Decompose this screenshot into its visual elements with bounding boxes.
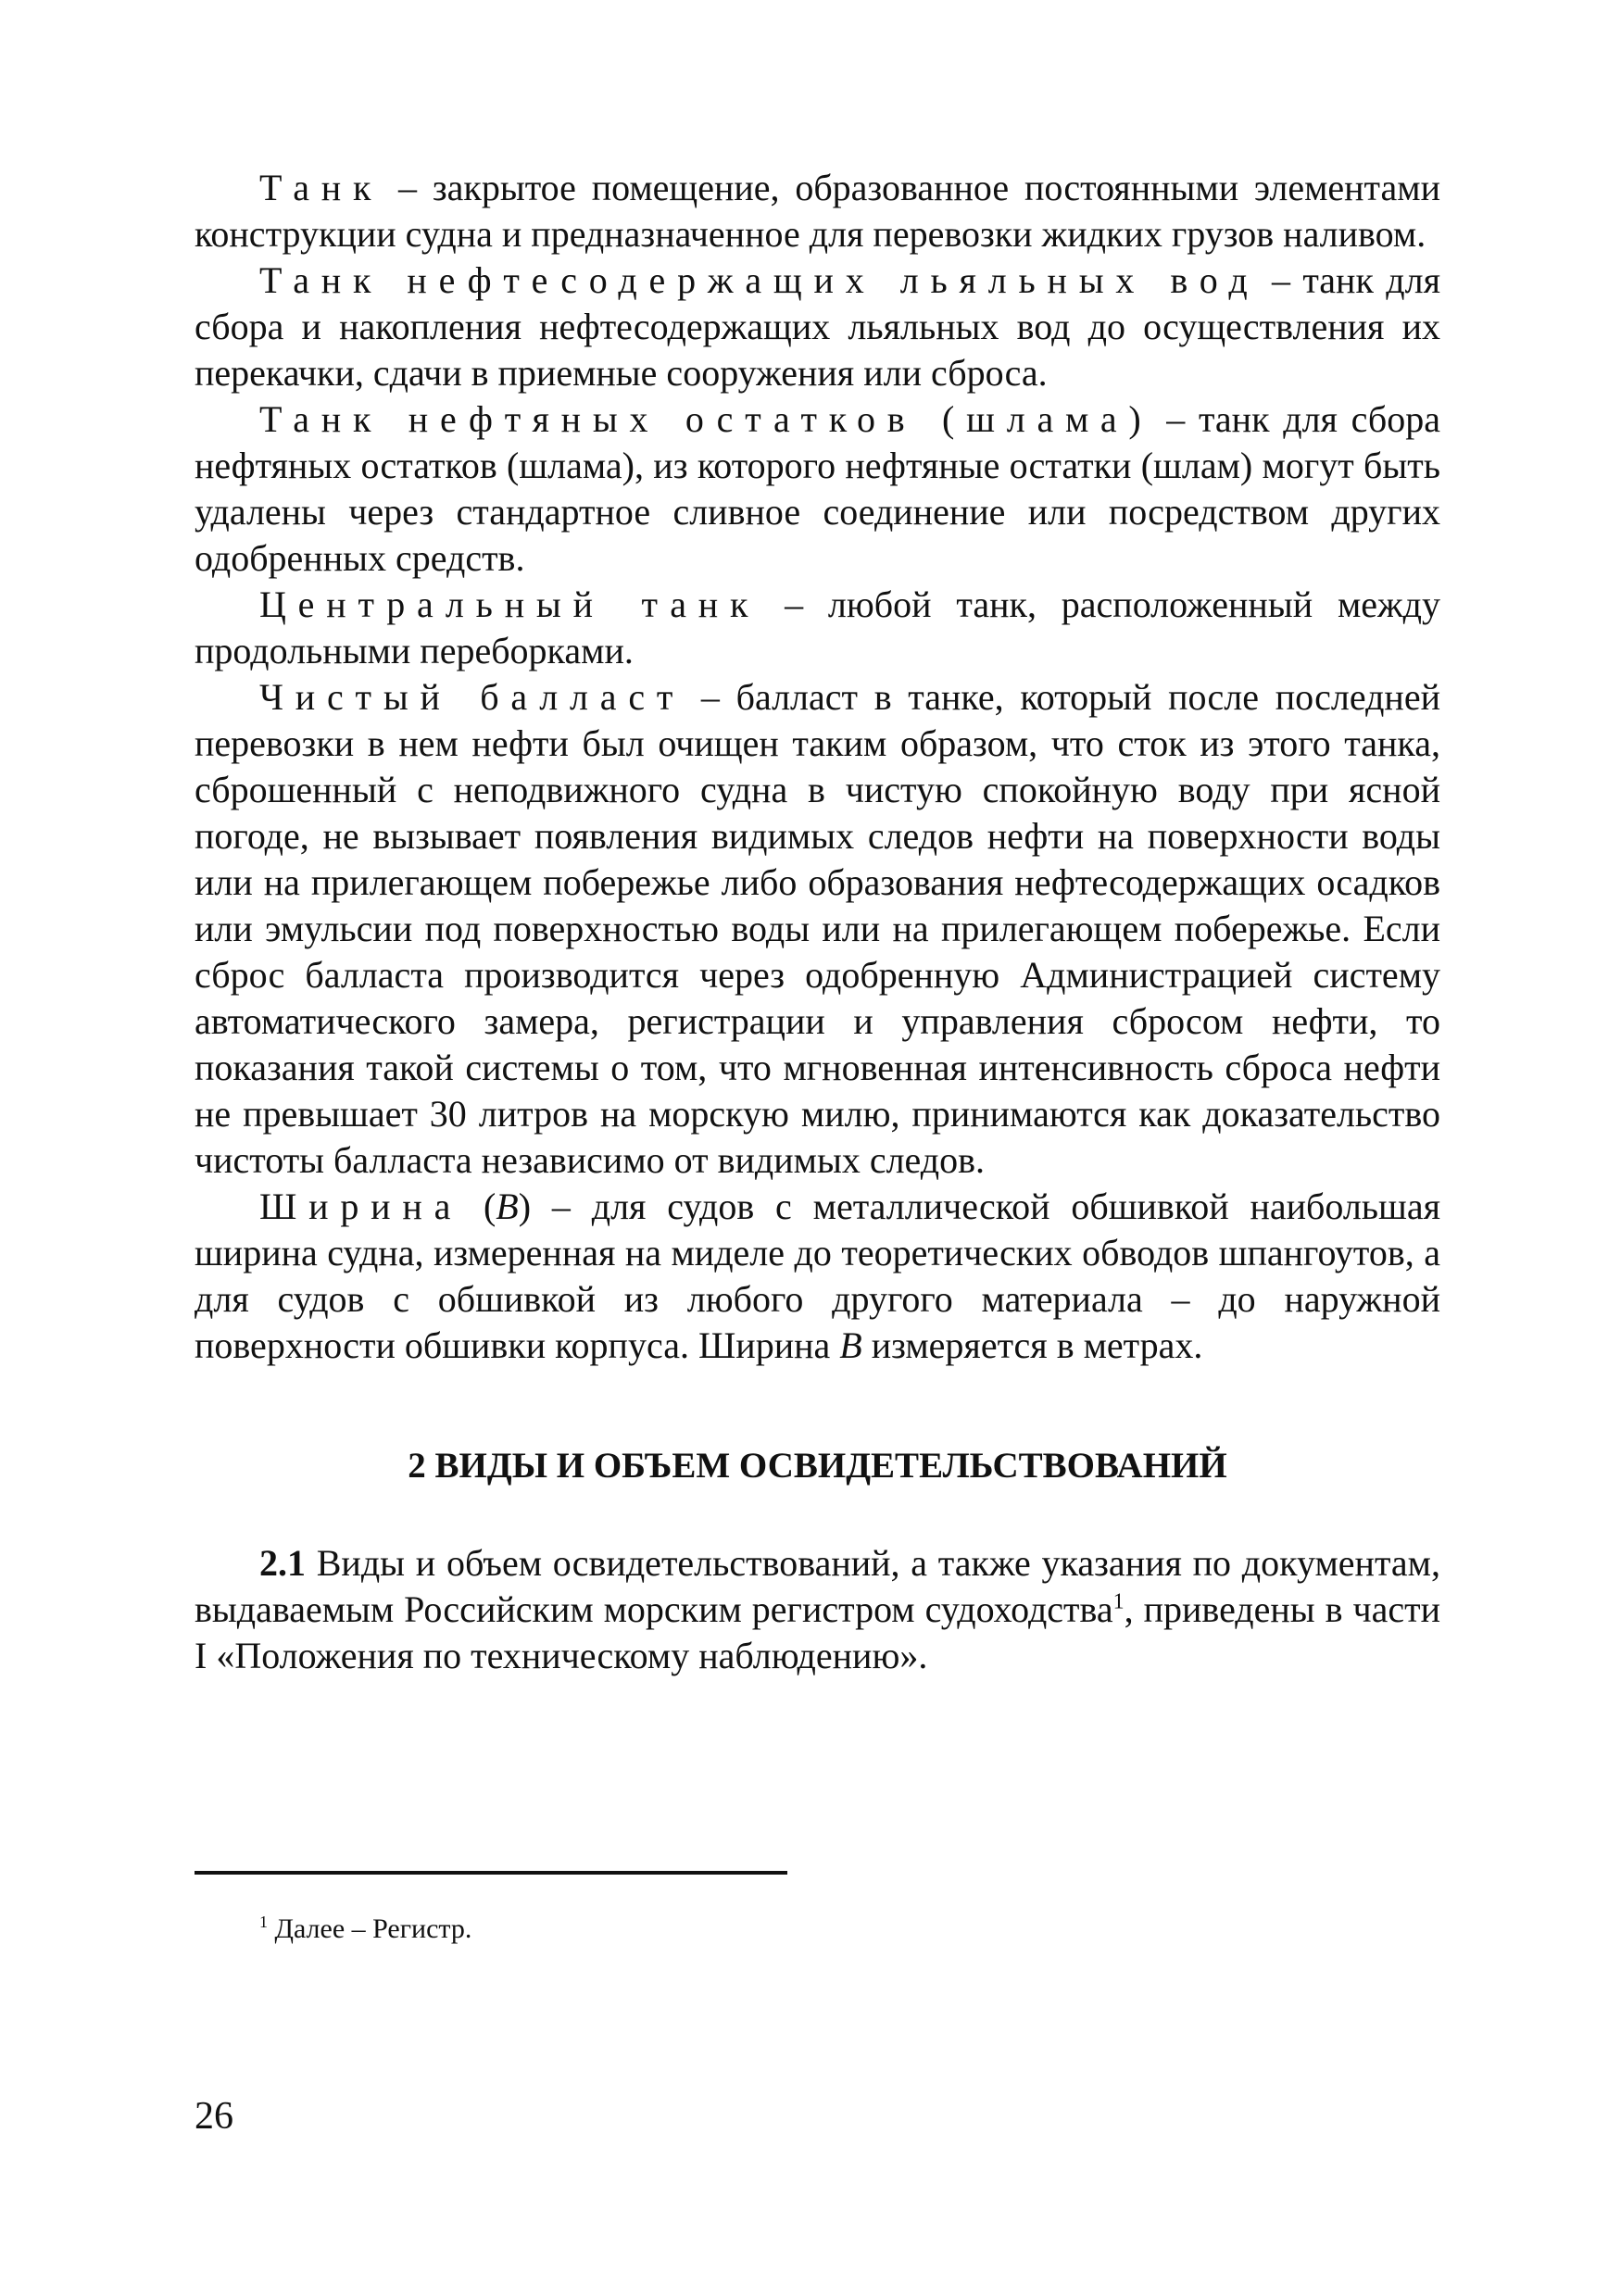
term-center-tank: Центральный танк <box>259 583 760 625</box>
term-sludge-tank: Танк нефтяных остатков (шлама) <box>259 398 1153 440</box>
footnote-divider <box>195 1871 787 1875</box>
term-clean-ballast: Чистый балласт <box>259 676 685 718</box>
definition-clean-ballast-text: – балласт в танке, который после последней перевозки в нем нефти был очищен таким образом, что сток из этого танка, сброшенный с неподвижного судна в чистую спокойную воду при ясной погоде, не вызывает появления видимых следов нефти на поверхности воды или на прилегающем побережье либо образования нефтесодержащих осадков или эмульсии под поверхностью воды или на прилегающем побережье. Если сброс балласта производится через одобренную Администрацией систему автоматического замера, регистрации и управления сбросом нефти, то показания такой системы о том, что мгновенная интенсивность сброса нефти не превышает 30 литров на морскую милю, принимаются как доказательство чистоты балласта независимо от видимых следов. <box>195 676 1440 1181</box>
definition-tank <box>195 165 1440 257</box>
breadth-definition-text-1: – для судов с металлической обшивкой наибольшая ширина судна, измеренная на миделе до теоретических обводов шпангоутов, а для судов с обшивкой из любого другого материала – до наружной поверхности обшивки корпуса. Ширина <box>195 1186 1440 1366</box>
breadth-symbol-close: ) <box>518 1186 532 1227</box>
definition-clean-ballast <box>195 674 1440 1184</box>
breadth-definition-text-2: измеряется в метрах. <box>861 1324 1203 1366</box>
footnote-text: Далее – Регистр. <box>268 1913 472 1944</box>
definition-center-tank <box>195 582 1440 674</box>
section-heading: 2 ВИДЫ И ОБЪЕМ ОСВИДЕТЕЛЬСТВОВАНИЙ <box>408 1446 1227 1486</box>
term-breadth: Ширина <box>259 1186 463 1227</box>
definition-sludge-tank-text: – танк для сбора нефтяных остатков (шлама), из которого нефтяные остатки (шлам) могут быть удалены через стандартное сливное соединение или посредством других одобренных средств. <box>195 398 1441 579</box>
breadth-symbol: B <box>496 1186 519 1227</box>
definition-breadth <box>195 1184 1440 1369</box>
section-paragraph <box>195 1540 1440 1679</box>
paragraph-number: 2.1 <box>259 1542 306 1584</box>
paragraph-text-1: Виды и объем освидетельствований, а также указания по документам, выдаваемым Российским морским регистром судоходства <box>195 1542 1440 1630</box>
definition-bilge-water-tank <box>195 257 1440 396</box>
breadth-symbol-repeat: B <box>839 1324 862 1366</box>
page-number: 26 <box>195 2095 233 2138</box>
term-tank: Танк <box>259 167 383 208</box>
definition-center-tank-text: – любой танк, расположенный между продольными переборками. <box>195 583 1441 671</box>
definition-sludge-tank <box>195 396 1440 582</box>
term-bilge-water-tank: Танк нефтесодержащих льяльных вод <box>259 259 1260 301</box>
definition-bilge-water-tank-text: – танк для сбора и накопления нефтесодержащих льяльных вод до осуществления их перекачки, сдачи в приемные сооружения или сброса. <box>195 259 1440 394</box>
footnote <box>259 1911 471 1948</box>
breadth-symbol-open: ( <box>462 1186 496 1227</box>
page-body <box>195 165 1440 1679</box>
footnote-mark: 1 <box>259 1913 268 1931</box>
paragraph-text-2: , приведены в части I «Положения по техническому наблюдению». <box>195 1588 1440 1676</box>
footnote-reference: 1 <box>1112 1589 1125 1614</box>
definition-tank-text: – закрытое помещение, образованное постоянными элементами конструкции судна и предназначенное для перевозки жидких грузов наливом. <box>195 167 1440 255</box>
